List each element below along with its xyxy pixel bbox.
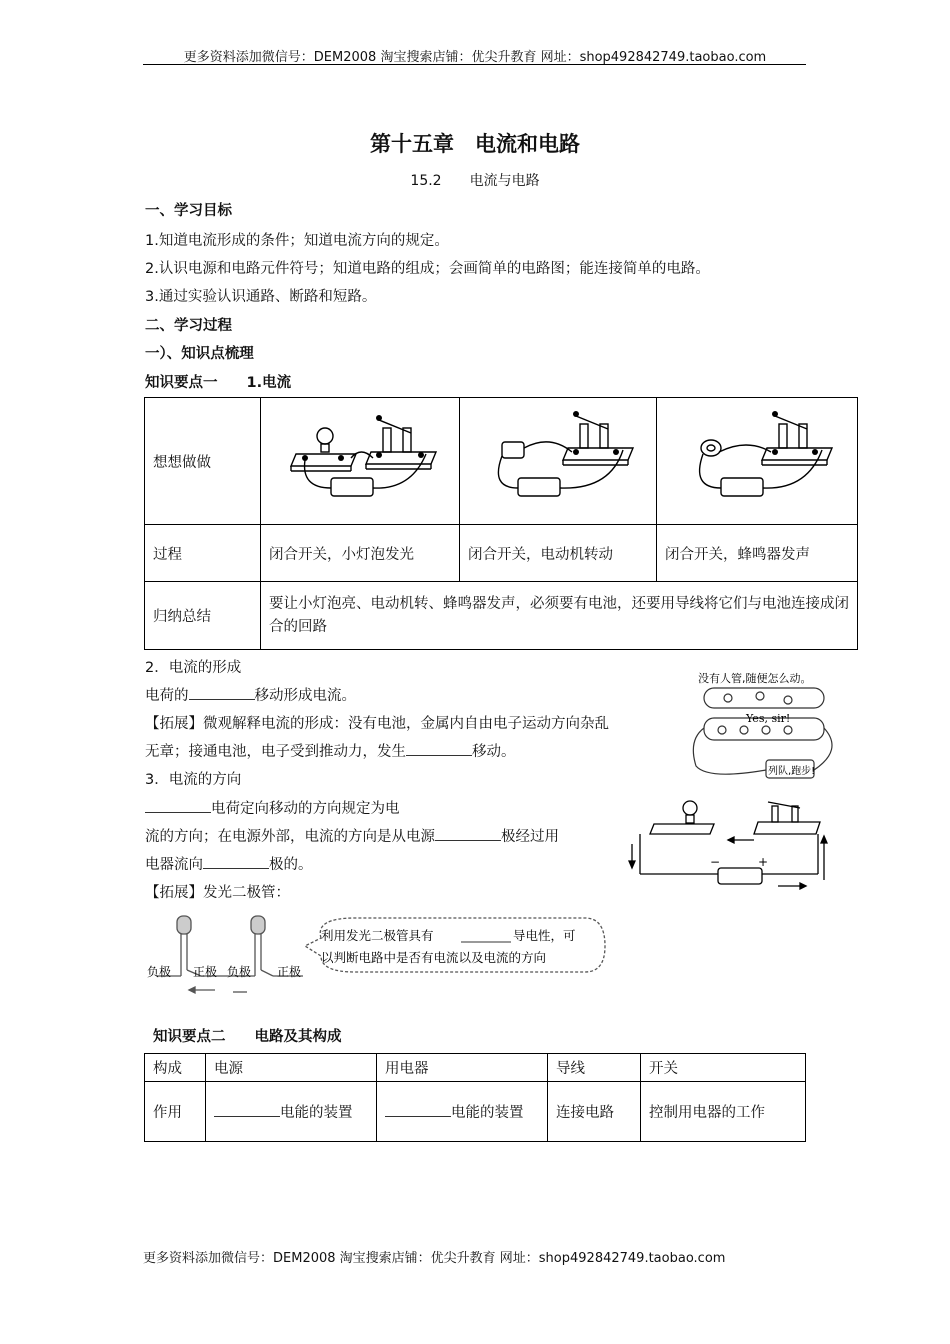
electron-caption-top: 没有人管,随便怎么动。 (698, 672, 812, 685)
direction-text-3b: 极的。 (269, 857, 313, 873)
process-bulb: 闭合开关，小灯泡发光 (261, 525, 460, 582)
buzzer-circuit-cell (657, 398, 858, 525)
header-switch: 开关 (641, 1054, 806, 1082)
bulb-circuit-diagram (261, 398, 459, 524)
knowledge-heading: 一）、知识点梳理 (145, 346, 254, 362)
battery-plus-label: + (758, 855, 769, 869)
blank-field[interactable] (189, 699, 255, 700)
formation-text-a: 电荷的 (145, 688, 189, 704)
direction-text-3a: 电器流向 (145, 857, 203, 873)
goal-1: 1.知道电流形成的条件；知道电流方向的规定。 (145, 233, 449, 249)
extension-line-1: 【拓展】微观解释电流的形成：没有电池，金属内自由电子运动方向杂乱 (145, 716, 609, 732)
blank-field[interactable] (214, 1116, 280, 1117)
row-label-summary: 归纳总结 (145, 582, 261, 650)
power-source-text: 电能的装置 (280, 1105, 353, 1121)
direction-text-2a: 流的方向；在电源外部，电流的方向是从电源 (145, 829, 435, 845)
direction-text-2b: 极经过用 (501, 829, 559, 845)
led2-negative-label: 负极 (227, 965, 252, 979)
process-motor: 闭合开关，电动机转动 (460, 525, 657, 582)
current-table (144, 397, 858, 650)
extension-text-a: 无章；接通电池，电子受到推动力，发生 (145, 744, 406, 760)
led1-positive-label: 正极 (193, 965, 218, 979)
blank-field[interactable] (203, 868, 269, 869)
row-label-try: 想想做做 (145, 398, 261, 525)
section-subtitle: 15.2 电流与电路 (410, 173, 540, 189)
row-label-function: 作用 (145, 1082, 206, 1142)
header-rule (143, 64, 806, 65)
formation-text-b: 移动形成电流。 (254, 688, 356, 704)
function-wire: 连接电路 (548, 1082, 641, 1142)
header-composition: 构成 (145, 1054, 206, 1082)
point1-heading: 知识要点一 1.电流 (145, 375, 292, 391)
electron-illustration (688, 670, 848, 788)
circuit-components-table (144, 1053, 806, 1142)
bubble-text-c: 以判断电路中是否有电流以及电流的方向 (321, 950, 547, 965)
direction-line-2 (145, 825, 559, 846)
header-appliance: 用电器 (377, 1054, 548, 1082)
process-heading: 二、学习过程 (145, 318, 232, 334)
electron-caption-bottom: 列队,跑步! (768, 766, 816, 777)
bubble-text-a: 利用发光二极管具有 (321, 928, 434, 943)
process-buzzer: 闭合开关，蜂鸣器发声 (657, 525, 858, 582)
function-switch: 控制用电器的工作 (641, 1082, 806, 1142)
formation-line (145, 684, 356, 705)
point2-heading: 知识要点二 电路及其构成 (153, 1029, 342, 1045)
direction-line-3 (145, 853, 313, 874)
extension-line-2 (145, 740, 516, 761)
led-illustration (145, 910, 615, 1002)
direction-text-1: 电荷定向移动的方向规定为电 (211, 801, 400, 817)
blank-field[interactable] (385, 1116, 451, 1117)
goals-heading: 一、学习目标 (145, 203, 232, 219)
bubble-text-b: 导电性，可 (513, 928, 576, 943)
bulb-circuit-cell (261, 398, 460, 525)
formation-heading: 2．电流的形成 (145, 660, 242, 676)
blank-field[interactable] (406, 755, 472, 756)
buzzer-circuit-diagram (657, 398, 857, 524)
goal-2: 2.认识电源和电路元件符号；知道电路的组成；会画简单的电路图；能连接简单的电路。 (145, 261, 710, 277)
page-header: 更多资料添加微信号：DEM2008 淘宝搜索店铺：优尖升教育 网址：shop492842749.taobao.com (183, 50, 767, 65)
page-footer: 更多资料添加微信号：DEM2008 淘宝搜索店铺：优尖升教育 网址：shop492842749.taobao.com (143, 1251, 726, 1266)
direction-heading: 3．电流的方向 (145, 772, 242, 788)
led-extension: 【拓展】发光二极管： (145, 885, 290, 901)
direction-line-1 (145, 797, 400, 818)
electron-figure (688, 670, 848, 788)
current-direction-diagram (628, 794, 828, 894)
battery-minus-label: − (710, 855, 721, 869)
function-power-source (206, 1082, 377, 1142)
row-label-process: 过程 (145, 525, 261, 582)
direction-figure (628, 794, 828, 894)
blank-field[interactable] (145, 812, 211, 813)
appliance-text: 电能的装置 (451, 1105, 524, 1121)
chapter-title: 第十五章 电流和电路 (370, 132, 580, 156)
led-figure (145, 910, 615, 1002)
goal-3: 3.通过实验认识通路、断路和短路。 (145, 289, 377, 305)
blank-field[interactable] (435, 840, 501, 841)
led2-positive-label: 正极 (277, 965, 302, 979)
summary-text: 要让小灯泡亮、电动机转、蜂鸣器发声，必须要有电池，还要用导线将它们与电池连接成闭合的回路 (261, 582, 858, 650)
led1-negative-label: 负极 (147, 965, 172, 979)
extension-text-b: 移动。 (472, 744, 516, 760)
motor-circuit-cell (460, 398, 657, 525)
header-wire: 导线 (548, 1054, 641, 1082)
motor-circuit-diagram (460, 398, 656, 524)
function-appliance (377, 1082, 548, 1142)
header-power-source: 电源 (206, 1054, 377, 1082)
electron-caption-mid: Yes, sir! (746, 712, 791, 725)
